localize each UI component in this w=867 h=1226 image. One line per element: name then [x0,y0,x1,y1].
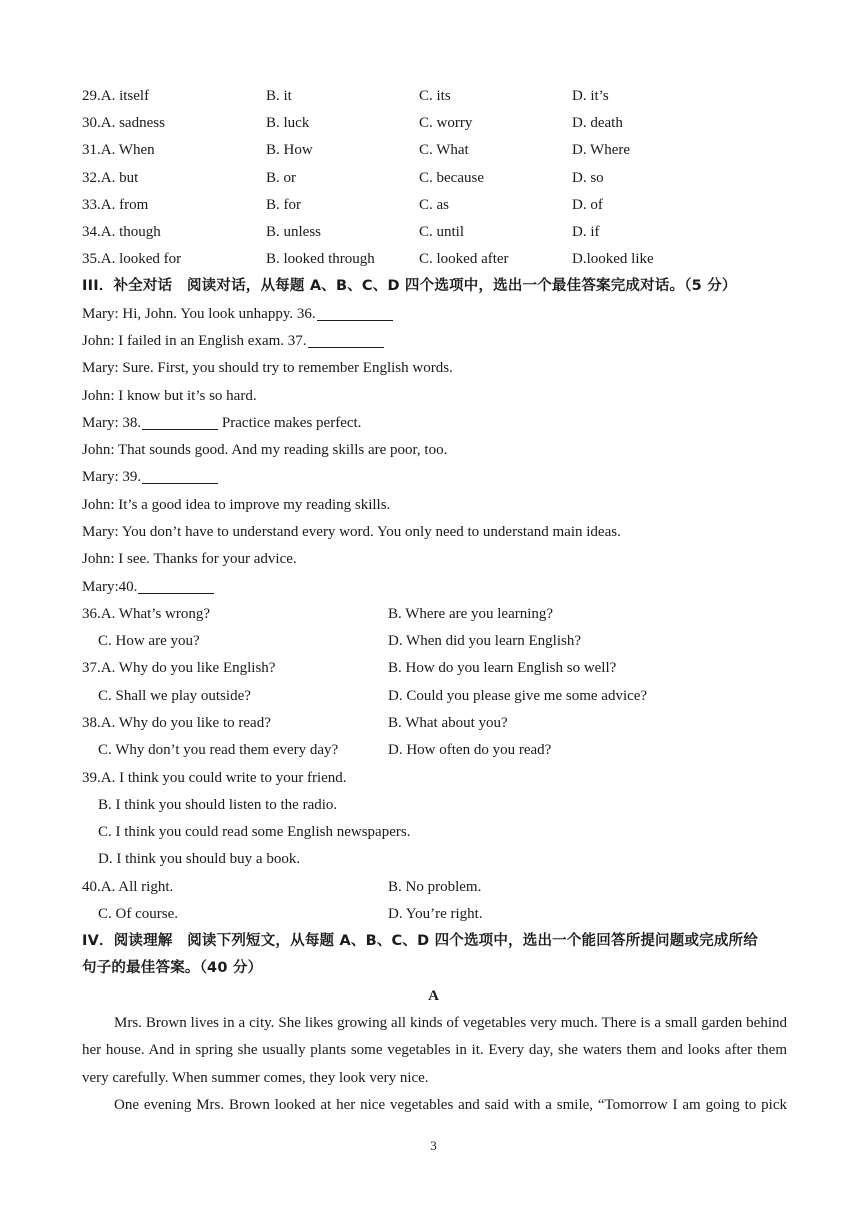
option-34-d: D. if [572,224,600,240]
dialogue-text: John: I know but it’s so hard. [82,388,257,404]
dialogue-text: Mary: You don’t have to understand every word. You only need to understand main ideas. [82,524,621,540]
option-38-a: 38.A. Why do you like to read? [82,715,271,731]
dialogue-text: Mary: Hi, John. You look unhappy. 36. [82,306,316,322]
dialogue-text: Mary: 38. [82,415,142,431]
option-32-c: C. because [419,170,484,186]
answer-blank-39[interactable] [142,468,218,484]
dialogue-line-11 [82,574,787,601]
option-33-a: 33.A. from [82,197,149,213]
option-38-d: D. How often do you read? [388,742,552,758]
passage-paragraph-1: Mrs. Brown lives in a city. She likes growing all kinds of vegetables very much. There is a small garden behind her house. And in spring she usually plants some vegetables in it. Every day, she waters them and looks after them very carefully. When summer comes, they look very nice. [82,1015,787,1086]
answer-blank-38[interactable] [142,414,218,430]
option-30-b: B. luck [266,115,310,131]
q36-options-row-2 [82,628,787,655]
option-37-b: B. How do you learn English so well? [388,660,617,676]
option-30-a: 30.A. sadness [82,115,165,131]
option-36-a: 36.A. What’s wrong? [82,606,211,622]
option-37-d: D. Could you please give me some advice? [388,688,648,704]
section-4-heading-line-1: IV．阅读理解 阅读下列短文，从每题 A、B、C、D 四个选项中，选出一个能回答所提问题或完成所给 [82,933,758,949]
dialogue-text: John: I failed in an English exam. 37. [82,333,307,349]
option-34-b: B. unless [266,224,322,240]
q40-options-row-2 [82,901,787,928]
q36-options-row-1 [82,601,787,628]
option-40-b: B. No problem. [388,879,482,895]
answer-blank-36[interactable] [317,305,393,321]
option-40-a: 40.A. All right. [82,879,174,895]
option-29-b: B. it [266,88,292,104]
option-30-c: C. worry [419,115,473,131]
option-35-b: B. looked through [266,251,375,267]
q39-option-c [82,819,787,846]
q40-options-row-1 [82,874,787,901]
dialogue-line-8 [82,492,787,519]
dialogue-text: John: That sounds good. And my reading skills are poor, too. [82,442,448,458]
answer-blank-40[interactable] [138,578,214,594]
mc-row-31 [82,137,787,164]
q37-options-row-1 [82,655,787,682]
option-40-c: C. Of course. [98,906,178,922]
option-36-c: C. How are you? [98,633,200,649]
dialogue-line-9 [82,519,787,546]
option-29-a: 29.A. itself [82,88,150,104]
option-32-a: 32.A. but [82,170,139,186]
option-37-a: 37.A. Why do you like English? [82,660,276,676]
option-39-a: 39.A. I think you could write to your friend. [82,770,347,786]
option-35-a: 35.A. looked for [82,251,182,267]
dialogue-line-4 [82,383,787,410]
option-33-d: D. of [572,197,603,213]
mc-row-34 [82,219,787,246]
option-35-c: C. looked after [419,251,509,267]
mc-row-32 [82,165,787,192]
passage-label: A [428,988,439,1004]
dialogue-text: Mary: 39. [82,469,142,485]
option-38-c: C. Why don’t you read them every day? [98,742,339,758]
option-31-c: C. What [419,142,469,158]
option-36-b: B. Where are you learning? [388,606,554,622]
q38-options-row-2 [82,737,787,764]
dialogue-text-after: Practice makes perfect. [218,415,362,431]
mc-row-30 [82,110,787,137]
mc-row-29 [82,83,787,110]
answer-blank-37[interactable] [308,332,384,348]
passage-paragraph-2: One evening Mrs. Brown looked at her nice vegetables and said with a smile, “Tomorrow I am going to pick [114,1097,787,1113]
mc-row-33 [82,192,787,219]
option-33-b: B. for [266,197,301,213]
option-35-d: D.looked like [572,251,654,267]
dialogue-line-2 [82,328,787,355]
option-32-d: D. so [572,170,604,186]
mc-row-35 [82,246,787,273]
option-40-d: D. You’re right. [388,906,483,922]
dialogue-line-1 [82,301,787,328]
option-34-c: C. until [419,224,465,240]
option-31-d: D. Where [572,142,631,158]
dialogue-line-3 [82,355,787,382]
option-29-c: C. its [419,88,451,104]
q37-options-row-2 [82,683,787,710]
q39-option-d [82,846,787,873]
section-4-heading-line-2: 句子的最佳答案。（40 分） [82,960,263,976]
option-38-b: B. What about you? [388,715,508,731]
option-29-d: D. it’s [572,88,609,104]
option-39-b: B. I think you should listen to the radio. [98,797,338,813]
q39-option-b [82,792,787,819]
option-34-a: 34.A. though [82,224,161,240]
dialogue-text: Mary:40. [82,579,138,595]
option-30-d: D. death [572,115,623,131]
option-31-a: 31.A. When [82,142,155,158]
option-33-c: C. as [419,197,449,213]
dialogue-text: Mary: Sure. First, you should try to remember English words. [82,360,453,376]
dialogue-line-7 [82,464,787,491]
q39-option-a [82,765,787,792]
dialogue-line-6 [82,437,787,464]
option-32-b: B. or [266,170,296,186]
dialogue-line-10 [82,546,787,573]
option-31-b: B. How [266,142,313,158]
dialogue-line-5 [82,410,787,437]
section-3-heading: III．补全对话 阅读对话，从每题 A、B、C、D 四个选项中，选出一个最佳答案完成对话。（5 分） [82,278,737,294]
option-39-c: C. I think you could read some English newspapers. [98,824,411,840]
option-39-d: D. I think you should buy a book. [98,851,301,867]
dialogue-text: John: I see. Thanks for your advice. [82,551,297,567]
page-number: 3 [430,1138,437,1153]
q38-options-row-1 [82,710,787,737]
dialogue-text: John: It’s a good idea to improve my reading skills. [82,497,391,513]
option-37-c: C. Shall we play outside? [98,688,251,704]
option-36-d: D. When did you learn English? [388,633,582,649]
